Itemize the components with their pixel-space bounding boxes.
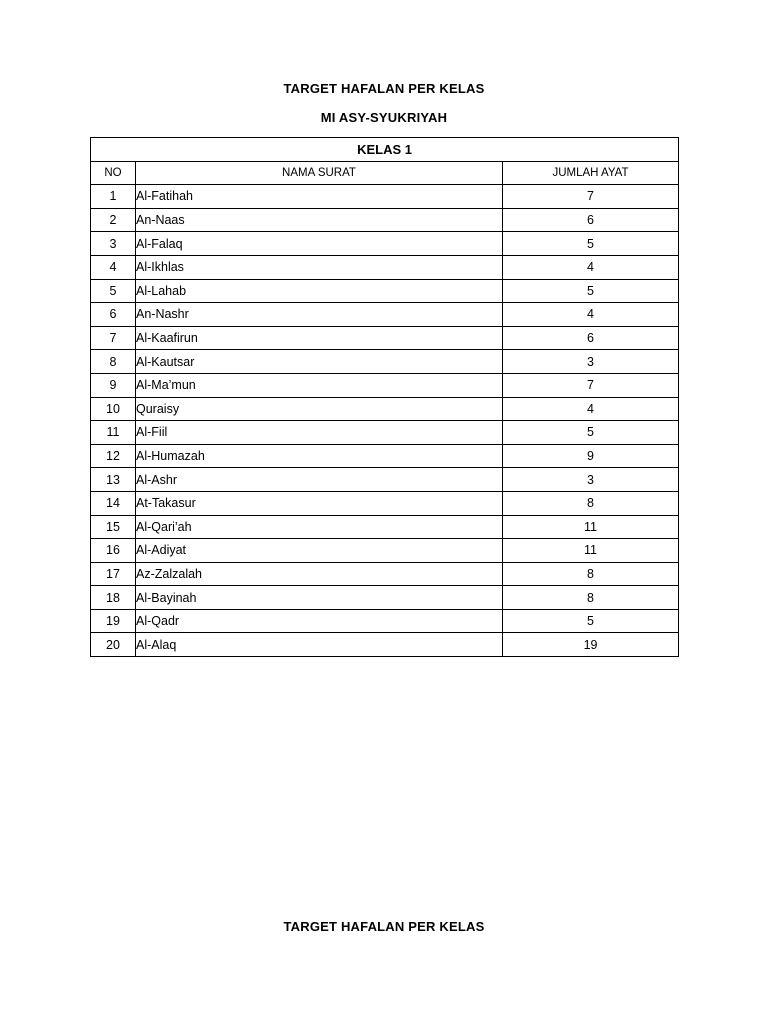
surah-name: Al-Bayinah <box>136 586 503 610</box>
verse-count: 8 <box>503 586 679 610</box>
surah-name: At-Takasur <box>136 491 503 515</box>
verse-count: 4 <box>503 303 679 327</box>
row-number: 6 <box>91 303 136 327</box>
row-number: 8 <box>91 350 136 374</box>
surah-name: An-Naas <box>136 208 503 232</box>
table-row <box>91 515 679 539</box>
verse-count: 5 <box>503 232 679 256</box>
row-number: 16 <box>91 539 136 563</box>
surah-name: Al-Kaafirun <box>136 326 503 350</box>
memorization-table <box>90 137 679 657</box>
row-number: 11 <box>91 421 136 445</box>
surah-name: Quraisy <box>136 397 503 421</box>
class-heading: KELAS 1 <box>91 138 679 162</box>
row-number: 5 <box>91 279 136 303</box>
verse-count: 8 <box>503 562 679 586</box>
verse-count: 11 <box>503 515 679 539</box>
surah-name: Al-Humazah <box>136 444 503 468</box>
verse-count: 5 <box>503 609 679 633</box>
class-heading-row <box>91 138 679 162</box>
surah-name: Al-Ikhlas <box>136 255 503 279</box>
table-row <box>91 468 679 492</box>
surah-name: Al-Kautsar <box>136 350 503 374</box>
table-row <box>91 444 679 468</box>
row-number: 15 <box>91 515 136 539</box>
verse-count: 4 <box>503 255 679 279</box>
row-number: 3 <box>91 232 136 256</box>
surah-name: Al-Qadr <box>136 609 503 633</box>
row-number: 1 <box>91 185 136 209</box>
surah-name: Al-Adiyat <box>136 539 503 563</box>
column-header-row <box>91 161 679 185</box>
column-header-verse-count: JUMLAH AYAT <box>503 161 679 185</box>
row-number: 19 <box>91 609 136 633</box>
verse-count: 7 <box>503 185 679 209</box>
column-header-no: NO <box>91 161 136 185</box>
verse-count: 5 <box>503 421 679 445</box>
table-row <box>91 232 679 256</box>
table-row <box>91 397 679 421</box>
verse-count: 7 <box>503 373 679 397</box>
verse-count: 11 <box>503 539 679 563</box>
table-body <box>91 185 679 657</box>
surah-name: Al-Ashr <box>136 468 503 492</box>
table-row <box>91 586 679 610</box>
verse-count: 19 <box>503 633 679 657</box>
verse-count: 6 <box>503 208 679 232</box>
row-number: 10 <box>91 397 136 421</box>
table-row <box>91 255 679 279</box>
next-page-title: TARGET HAFALAN PER KELAS <box>283 919 485 934</box>
surah-name: Al-Qari’ah <box>136 515 503 539</box>
surah-name: Al-Lahab <box>136 279 503 303</box>
row-number: 4 <box>91 255 136 279</box>
verse-count: 8 <box>503 491 679 515</box>
row-number: 17 <box>91 562 136 586</box>
school-name: MI ASY-SYUKRIYAH <box>320 110 448 125</box>
verse-count: 4 <box>503 397 679 421</box>
row-number: 12 <box>91 444 136 468</box>
row-number: 18 <box>91 586 136 610</box>
table-row <box>91 373 679 397</box>
table-row <box>91 539 679 563</box>
table-row <box>91 185 679 209</box>
row-number: 14 <box>91 491 136 515</box>
table-row <box>91 633 679 657</box>
surah-name: Al-Alaq <box>136 633 503 657</box>
row-number: 13 <box>91 468 136 492</box>
verse-count: 3 <box>503 468 679 492</box>
surah-name: Al-Fiil <box>136 421 503 445</box>
row-number: 9 <box>91 373 136 397</box>
surah-name: An-Nashr <box>136 303 503 327</box>
verse-count: 6 <box>503 326 679 350</box>
table-row <box>91 350 679 374</box>
row-number: 2 <box>91 208 136 232</box>
row-number: 20 <box>91 633 136 657</box>
surah-name: Al-Fatihah <box>136 185 503 209</box>
verse-count: 5 <box>503 279 679 303</box>
surah-name: Al-Ma’mun <box>136 373 503 397</box>
table-row <box>91 491 679 515</box>
surah-name: Az-Zalzalah <box>136 562 503 586</box>
column-header-surah-name: NAMA SURAT <box>136 161 503 185</box>
verse-count: 9 <box>503 444 679 468</box>
document-title: TARGET HAFALAN PER KELAS <box>283 81 485 96</box>
table-row <box>91 208 679 232</box>
table-row <box>91 609 679 633</box>
surah-name: Al-Falaq <box>136 232 503 256</box>
table-row <box>91 562 679 586</box>
table-row <box>91 326 679 350</box>
table-row <box>91 303 679 327</box>
verse-count: 3 <box>503 350 679 374</box>
table-row <box>91 279 679 303</box>
table-row <box>91 421 679 445</box>
row-number: 7 <box>91 326 136 350</box>
